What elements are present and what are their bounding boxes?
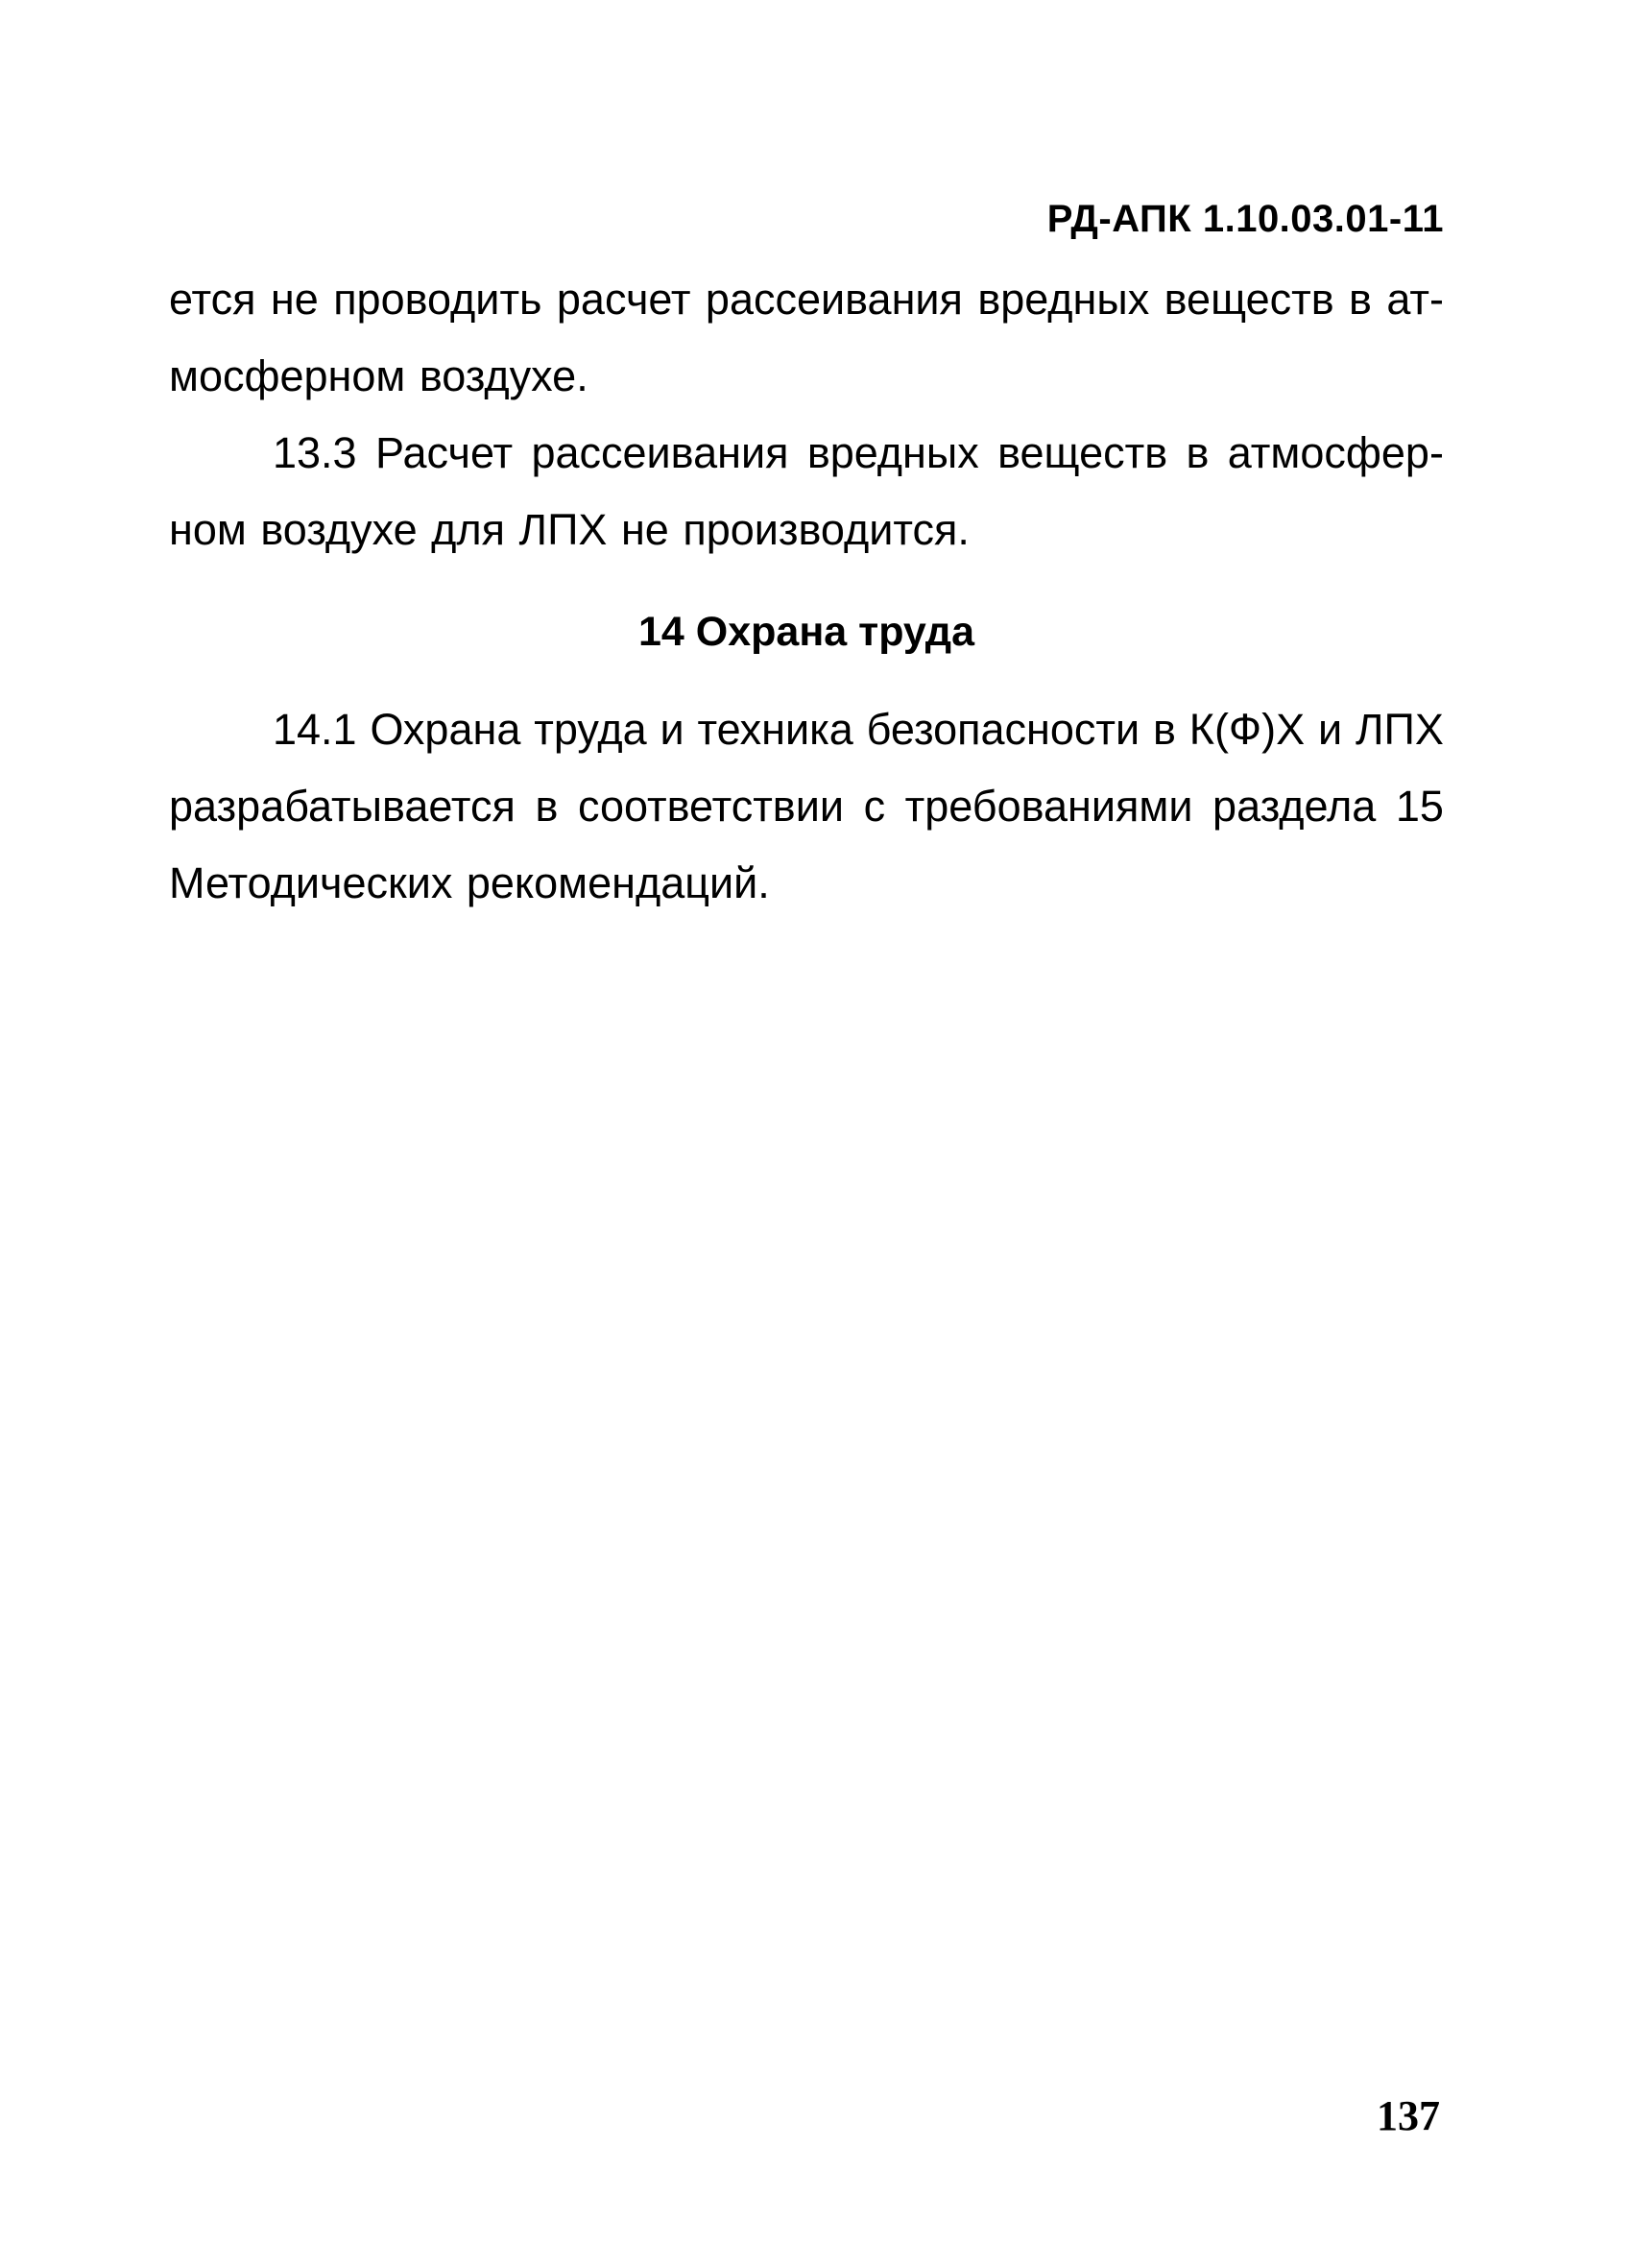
word: требованиями bbox=[904, 782, 1193, 831]
document-code: РД-АПК 1.10.03.01-11 bbox=[1046, 198, 1444, 240]
continuation-line-1 bbox=[169, 261, 1444, 338]
section-14-1-line-3: Методических рекомендаций. bbox=[169, 858, 770, 907]
word: в bbox=[1152, 705, 1176, 754]
word: ат- bbox=[1386, 275, 1444, 324]
section-14-heading: 14 Охрана труда bbox=[638, 609, 974, 655]
word: расчет bbox=[556, 275, 691, 324]
section-14-1-line-2 bbox=[169, 768, 1444, 845]
word: соответствии bbox=[577, 782, 844, 831]
word: ется bbox=[169, 275, 256, 324]
word: труда bbox=[534, 705, 647, 754]
continuation-line-2: мосферном воздухе. bbox=[169, 351, 588, 400]
word: техника bbox=[697, 705, 853, 754]
word: рассеивания bbox=[705, 275, 963, 324]
word: атмосфер- bbox=[1227, 428, 1444, 477]
word: ЛПХ bbox=[1355, 705, 1444, 754]
word: в bbox=[1349, 275, 1372, 324]
section-13-3-paragraph bbox=[169, 415, 1444, 568]
word: Расчет bbox=[374, 428, 514, 477]
word: разрабатывается bbox=[169, 782, 516, 831]
word: в bbox=[535, 782, 559, 831]
word: Охрана bbox=[370, 705, 521, 754]
word: в bbox=[1186, 428, 1210, 477]
word: вредных bbox=[977, 275, 1150, 324]
word: рассеивания bbox=[531, 428, 789, 477]
page-number: 137 bbox=[1377, 2092, 1440, 2139]
word: раздела bbox=[1212, 782, 1377, 831]
word: не bbox=[270, 275, 319, 324]
word: с bbox=[863, 782, 886, 831]
word: и bbox=[660, 705, 684, 754]
word: 13.3 bbox=[273, 428, 357, 477]
word: безопасности bbox=[866, 705, 1140, 754]
section-14-1-line-1 bbox=[169, 691, 1444, 768]
word: проводить bbox=[333, 275, 542, 324]
word: веществ bbox=[1164, 275, 1334, 324]
word: вредных bbox=[806, 428, 979, 477]
word: К(Ф)Х bbox=[1188, 705, 1306, 754]
word: 14.1 bbox=[273, 705, 357, 754]
section-14-1-paragraph bbox=[169, 691, 1444, 922]
section-13-3-line-1 bbox=[169, 415, 1444, 492]
word: веществ bbox=[997, 428, 1168, 477]
word: 15 bbox=[1395, 782, 1444, 831]
continuation-paragraph bbox=[169, 261, 1444, 415]
section-13-3-line-2: ном воздухе для ЛПХ не производится. bbox=[169, 505, 970, 554]
word: и bbox=[1318, 705, 1343, 754]
